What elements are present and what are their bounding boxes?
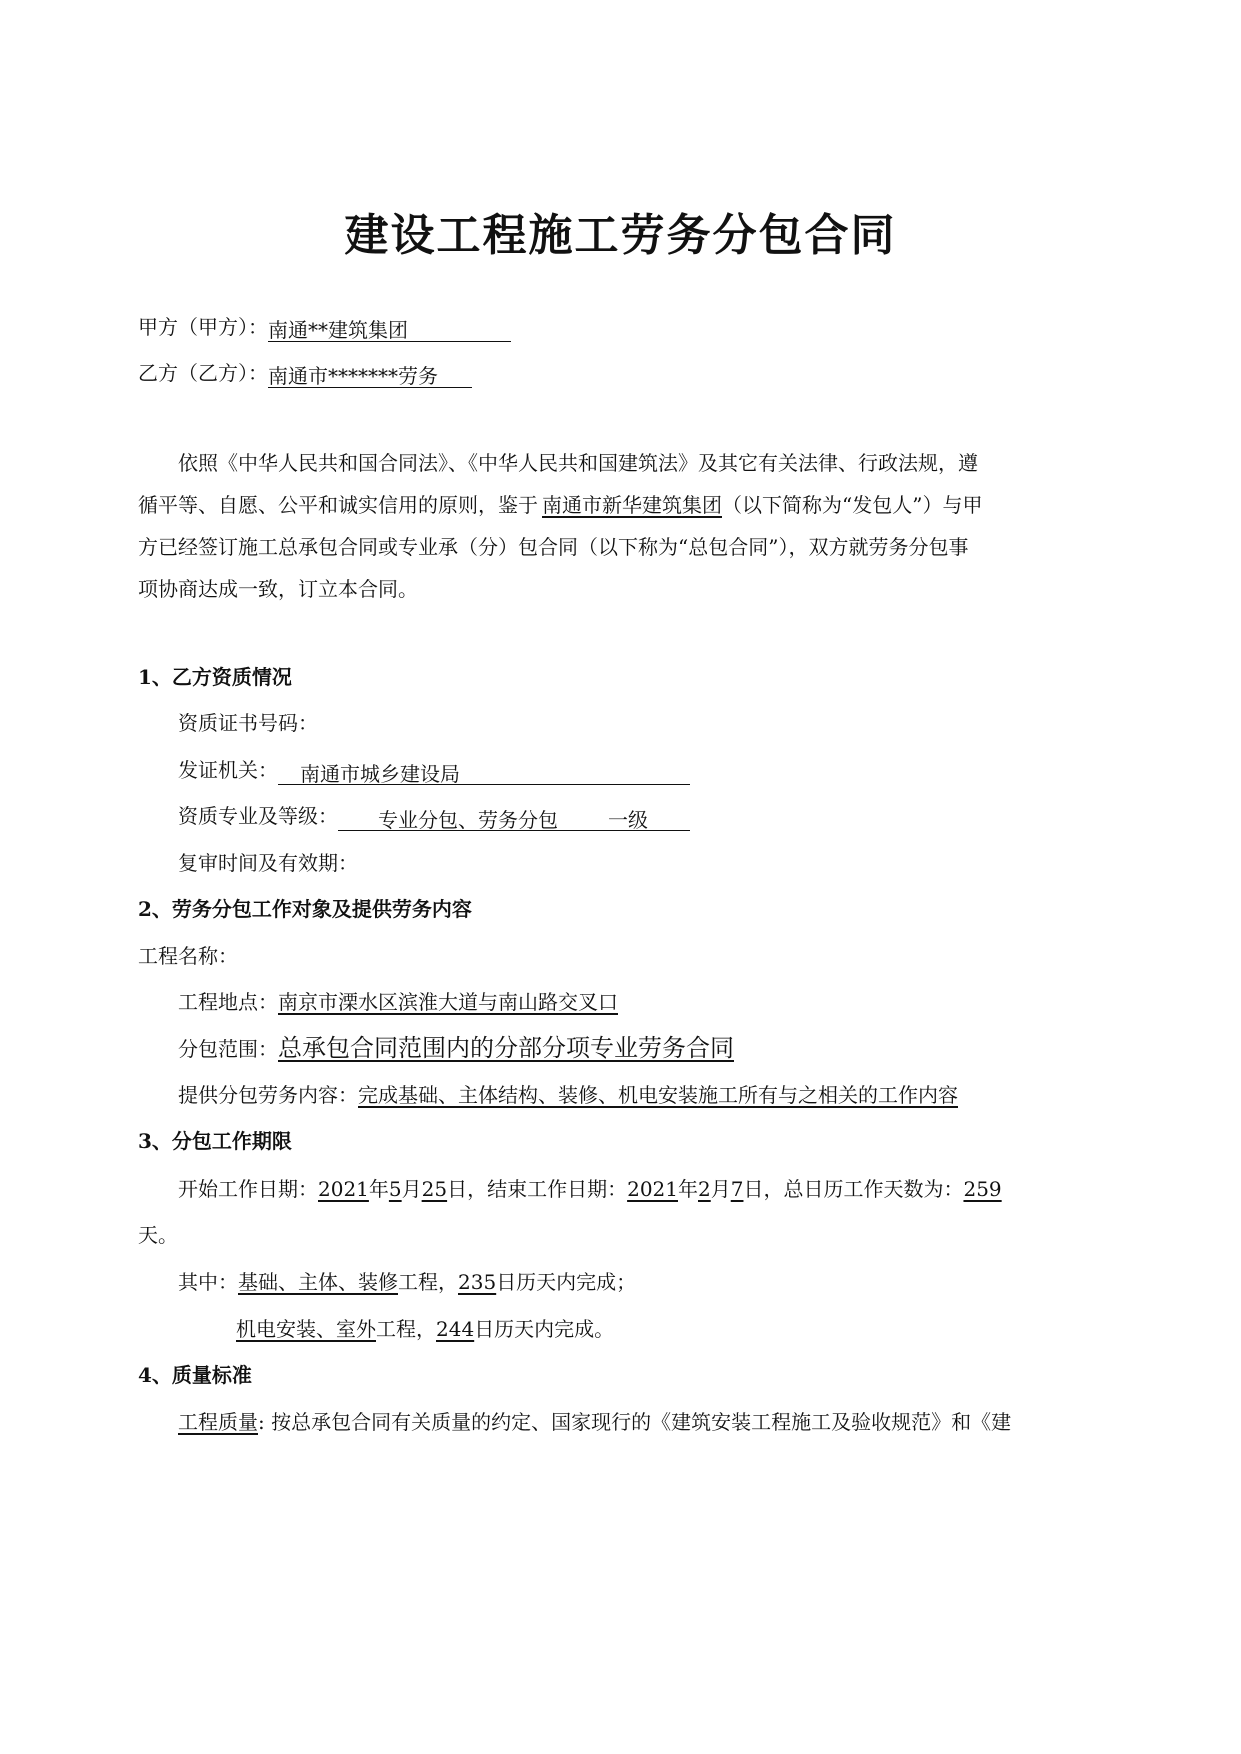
total-days: 259 — [963, 1177, 1002, 1201]
start-month: 5 — [388, 1177, 402, 1201]
days-unit: 天。 — [138, 1223, 178, 1247]
location-value: 南京市溧水区滨淮大道与南山路交叉口 — [278, 990, 618, 1014]
end-month-unit: 月 — [710, 1177, 731, 1201]
party-a-label: 甲方（甲方）： — [138, 315, 268, 339]
end-month: 2 — [698, 1177, 711, 1201]
start-month-unit: 月 — [401, 1177, 422, 1201]
scope-value: 总承包合同范围内的分部分项专业劳务合同 — [278, 1034, 734, 1062]
issuer-field — [278, 759, 690, 785]
issuer-line — [178, 755, 690, 785]
intro-line-1: 依照《中华人民共和国合同法》、《中华人民共和国建筑法》及其它有关法律、行政法规，遵 — [178, 451, 978, 475]
grade-level: 一级 — [608, 808, 648, 832]
grade-field — [338, 805, 690, 831]
item-1-work: 工程， — [398, 1270, 458, 1294]
section-4-heading: 4、质量标准 — [138, 1363, 252, 1387]
intro-line-2-c: （以下简称为“发包人”）与甲 — [722, 493, 983, 517]
end-label: 结束工作日期： — [487, 1177, 628, 1201]
intro-line-2 — [138, 490, 982, 520]
item-1-complete: 日历天内完成； — [496, 1270, 637, 1294]
issuer-label: 发证机关： — [178, 758, 278, 782]
start-day-unit: 日， — [447, 1177, 488, 1201]
start-day: 25 — [421, 1177, 448, 1201]
start-year: 2021 — [318, 1177, 369, 1201]
grade-line — [178, 801, 690, 831]
party-b-line — [138, 358, 472, 388]
section-2-heading: 2、劳务分包工作对象及提供劳务内容 — [138, 897, 472, 921]
item-2-complete: 日历天内完成。 — [474, 1317, 615, 1341]
intro-line-3: 方已经签订施工总承包合同或专业承（分）包合同（以下称为“总包合同”），双方就劳务分包事 — [138, 535, 969, 559]
intro-line-2-a: 循平等、自愿、公平和诚实信用的原则，鉴于 — [138, 493, 538, 517]
start-label: 开始工作日期： — [178, 1177, 318, 1201]
item-2-days: 244 — [436, 1317, 475, 1341]
item-1-days: 235 — [458, 1270, 497, 1294]
party-b-value: 南通市*******劳务 — [268, 364, 438, 388]
section-3-heading: 3、分包工作期限 — [138, 1129, 292, 1153]
quality-text: 按总承包合同有关质量的约定、国家现行的《建筑安装工程施工及验收规范》和《建 — [271, 1410, 1012, 1434]
party-a-value: 南通**建筑集团 — [268, 318, 408, 342]
party-b-field — [268, 361, 472, 388]
total-label: 总日历工作天数为： — [783, 1177, 964, 1201]
document-title: 建设工程施工劳务分包合同 — [344, 210, 897, 261]
start-year-unit: 年 — [368, 1177, 389, 1201]
end-day: 7 — [730, 1177, 744, 1201]
end-day-unit: 日， — [743, 1177, 784, 1201]
item-2-work: 工程， — [376, 1317, 436, 1341]
intro-line-4: 项协商达成一致，订立本合同。 — [138, 577, 418, 601]
quality-label: 工程质量 — [178, 1410, 258, 1434]
content-value: 完成基础、主体结构、装修、机电安装施工所有与之相关的工作内容 — [358, 1083, 958, 1107]
party-a-field — [268, 315, 511, 342]
contractor-name: 南通市新华建筑集团 — [542, 493, 722, 517]
grade-label: 资质专业及等级： — [178, 804, 338, 828]
location-line — [178, 987, 618, 1017]
project-name-label: 工程名称： — [138, 944, 238, 968]
scope-label: 分包范围： — [178, 1037, 278, 1061]
end-year-unit: 年 — [678, 1177, 698, 1201]
item-2-line — [236, 1314, 614, 1344]
end-year: 2021 — [627, 1177, 678, 1201]
item-1-line — [178, 1267, 636, 1297]
content-label: 提供分包劳务内容： — [178, 1083, 358, 1107]
quality-line — [178, 1407, 1011, 1437]
cert-number-label: 资质证书号码： — [178, 711, 318, 735]
review-label: 复审时间及有效期： — [178, 851, 358, 875]
scope-line — [178, 1033, 734, 1064]
party-a-line — [138, 312, 511, 342]
location-label: 工程地点： — [178, 990, 278, 1014]
quality-colon: : — [258, 1410, 272, 1434]
party-b-label: 乙方（乙方）： — [138, 361, 268, 385]
period-line — [178, 1174, 1002, 1204]
section-1-heading: 1、乙方资质情况 — [138, 665, 292, 689]
item-1-name: 基础、主体、装修 — [238, 1270, 398, 1294]
item-2-name: 机电安装、室外 — [236, 1317, 376, 1341]
among-label: 其中： — [178, 1270, 238, 1294]
issuer-value: 南通市城乡建设局 — [300, 762, 460, 786]
content-line — [178, 1080, 958, 1110]
grade-value: 专业分包、劳务分包 — [378, 808, 558, 832]
